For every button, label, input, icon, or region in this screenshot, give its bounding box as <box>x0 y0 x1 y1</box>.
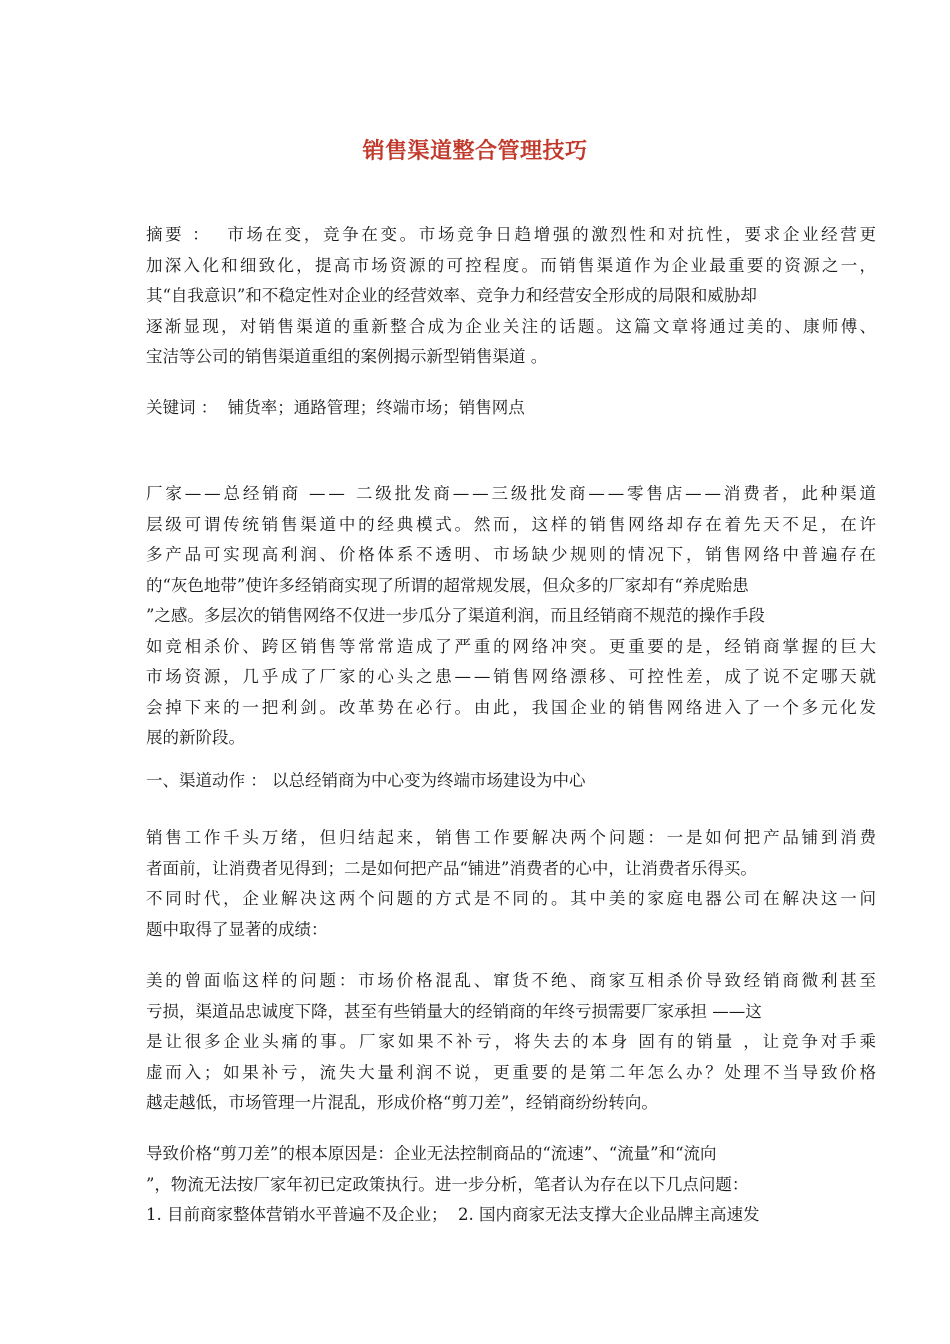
abstract-line-2-text: 加深入化和细致化，提高市场资源的可控程度。而销售渠道作为企业最重要的资源之一， <box>146 255 879 275</box>
intro-line-5 <box>146 601 876 632</box>
intro-line-3 <box>146 540 879 571</box>
intro-line-9 <box>146 723 876 754</box>
intro-line-7-text: 市场资源，几乎成了厂家的心头之患——销售网络漂移、可控性差，成了说不定哪天就 <box>146 667 879 686</box>
intro-line-6-text: 如竞相杀价、跨区销售等常常造成了严重的网络冲突。更重要的是，经销商掌握的巨大 <box>146 636 879 656</box>
abstract-line-4 <box>146 312 879 343</box>
document-title: 销售渠道整合管理技巧 <box>362 138 588 164</box>
intro-line-8-text: 会掉下来的一把利剑。改革势在必行。由此，我国企业的销售网络进入了一个多元化发 <box>146 697 879 717</box>
para3-line-3 <box>146 1027 879 1058</box>
para4-line-2-text: ”，物流无法按厂家年初已定政策执行。进一步分析，笔者认为存在以下几点问题： <box>146 1174 749 1194</box>
para3-line-1 <box>146 966 879 997</box>
para4-line-2 <box>146 1170 876 1201</box>
abstract-line-4-text: 逐渐显现，对销售渠道的重新整合成为企业关注的话题。这篇文章将通过美的、康师傅、 <box>146 316 879 336</box>
abstract-line-1-text: 摘要 ： 市场在变，竞争在变。市场竞争日趋增强的激烈性和对抗性，要求企业经营更 <box>146 225 879 244</box>
intro-line-5-text: ”之感。多层次的销售网络不仅进一步瓜分了渠道利润，而且经销商不规范的操作手段 <box>146 606 765 625</box>
keywords-line <box>146 393 876 424</box>
para2-line-3-text: 不同时代，企业解决这两个问题的方式是不同的。其中美的家庭电器公司在解决这一问 <box>146 889 879 908</box>
intro-line-4 <box>146 571 876 602</box>
para4-line-3-text: 1. 目前商家整体营销水平普遍不及企业； 2. 国内商家无法支撑大企业品牌主高速发 <box>146 1205 760 1224</box>
para4-line-1-text: 导致价格“剪刀差”的根本原因是：企业无法控制商品的“流速”、“流量”和“流向 <box>146 1144 717 1163</box>
paragraph-3 <box>146 966 879 1119</box>
para2-line-1 <box>146 823 879 854</box>
para2-line-4 <box>146 915 876 946</box>
keywords-text: 关键词 ： 铺货率；通路管理；终端市场；销售网点 <box>146 398 525 417</box>
para2-line-3 <box>146 884 879 915</box>
para3-line-4-text: 虚而入；如果补亏，流失大量利润不说，更重要的是第二年怎么办？处理不当导致价格 <box>146 1062 879 1082</box>
intro-line-3-text: 多产品可实现高利润、价格体系不透明、市场缺少规则的情况下，销售网络中普遍存在 <box>146 545 879 564</box>
intro-line-1 <box>146 479 879 510</box>
para2-line-4-text: 题中取得了显著的成绩： <box>146 919 328 939</box>
section-1-heading <box>146 766 876 797</box>
intro-paragraph <box>146 479 879 754</box>
para3-line-5-text: 越走越低，市场管理一片混乱，形成价格“剪刀差”，经销商纷纷转向。 <box>146 1093 658 1112</box>
paragraph-2 <box>146 823 879 945</box>
para2-line-2-text: 者面前，让消费者见得到；二是如何把产品“铺进”消费者的心中，让消费者乐得买。 <box>146 858 757 878</box>
para4-line-1 <box>146 1139 876 1170</box>
para2-line-2 <box>146 854 876 885</box>
intro-line-1-text: 厂家——总经销商 —— 二级批发商——三级批发商——零售店——消费者，此种渠道 <box>146 484 879 503</box>
keywords-paragraph <box>146 393 876 424</box>
intro-line-2 <box>146 510 879 541</box>
intro-line-2-text: 层级可谓传统销售渠道中的经典模式。然而，这样的销售网络却存在着先天不足，在许 <box>146 514 879 534</box>
para4-line-3 <box>146 1200 876 1231</box>
abstract-line-1 <box>146 220 879 251</box>
paragraph-4 <box>146 1139 876 1231</box>
para3-line-5 <box>146 1088 876 1119</box>
para3-line-3-text: 是让很多企业头痛的事。厂家如果不补亏，将失去的本身 固有的销量 ，让竞争对手乘 <box>146 1032 879 1051</box>
intro-line-8 <box>146 693 879 724</box>
abstract-line-5 <box>146 342 876 373</box>
para3-line-4 <box>146 1058 879 1089</box>
para3-line-2 <box>146 997 876 1028</box>
abstract-line-2 <box>146 251 879 282</box>
abstract-paragraph <box>146 220 879 373</box>
intro-line-6 <box>146 632 879 663</box>
para3-line-2-text: 亏损，渠道品忠诚度下降，甚至有些销量大的经销商的年终亏损需要厂家承担 ——这 <box>146 1001 762 1021</box>
section-1-heading-text: 一、渠道动作 ： 以总经销商为中心变为终端市场建设为中心 <box>146 771 586 790</box>
intro-line-4-text: 的“灰色地带”使许多经销商实现了所谓的超常规发展，但众多的厂家却有“养虎贻患 <box>146 575 749 595</box>
intro-line-9-text: 展的新阶段。 <box>146 728 245 747</box>
section-1-heading-line <box>146 766 876 797</box>
abstract-line-3-text: 其“自我意识”和不稳定性对企业的经营效率、竞争力和经营安全形成的局限和威胁却 <box>146 286 757 305</box>
intro-line-7 <box>146 662 879 693</box>
abstract-line-3 <box>146 281 876 312</box>
para3-line-1-text: 美的曾面临这样的问题：市场价格混乱、窜货不绝、商家互相杀价导致经销商微利甚至 <box>146 971 879 990</box>
para2-line-1-text: 销售工作千头万绪，但归结起来，销售工作要解决两个问题：一是如何把产品铺到消费 <box>146 828 879 847</box>
abstract-line-5-text: 宝洁等公司的销售渠道重组的案例揭示新型销售渠道 。 <box>146 347 548 366</box>
